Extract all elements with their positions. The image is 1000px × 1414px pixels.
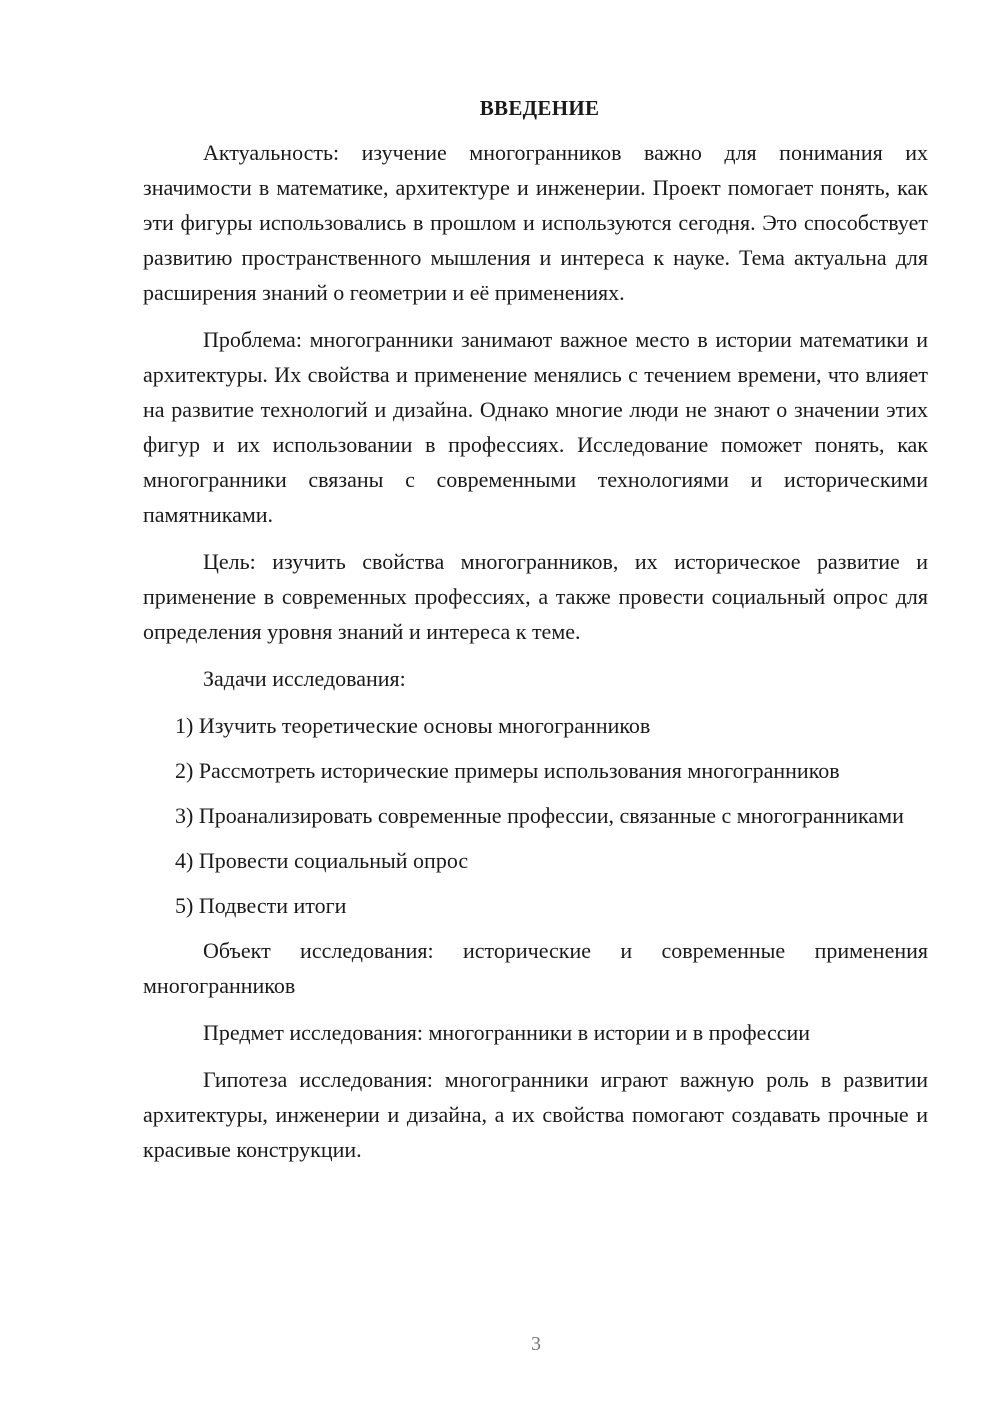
object-paragraph: Объект исследования: исторические и современные применения многогранников [143, 938, 928, 998]
task-item-4: 4) Провести социальный опрос [175, 848, 469, 873]
problem-paragraph: Проблема: многогранники занимают важное место в истории математики и архитектуры. Их свойства и применение менялись с течением времени, что влияет на развитие технологий и дизайна. Однако многие люди не знают о значении этих фигур и их использовании в профессиях. Исследование поможет понять, как многогранники связаны с современными технологиями и историческими памятниками. [143, 327, 928, 527]
hypothesis-paragraph: Гипотеза исследования: многогранники играют важную роль в развитии архитектуры, инженерии и дизайна, а их свойства помогают создавать прочные и красивые конструкции. [143, 1067, 928, 1162]
page-title: ВВЕДЕНИЕ [479, 96, 600, 120]
task-item-5: 5) Подвести итоги [175, 893, 347, 918]
relevance-paragraph: Актуальность: изучение многогранников важно для понимания их значимости в математике, архитектуре и инженерии. Проект помогает понять, как эти фигуры использовались в прошлом и используются сегодня. Это способствует развитию пространственного мышления и интереса к науке. Тема актуальна для расширения знаний о геометрии и её применениях. [143, 140, 928, 305]
task-item-3: 3) Проанализировать современные профессии, связанные с многогранниками [175, 803, 904, 828]
document-body [143, 96, 928, 1179]
task-item-2: 2) Рассмотреть исторические примеры использования многогранников [175, 758, 840, 783]
tasks-heading: Задачи исследования: [203, 666, 406, 691]
subject-paragraph: Предмет исследования: многогранники в истории и в профессии [203, 1020, 811, 1045]
page-number: 3 [531, 1333, 541, 1355]
goal-paragraph: Цель: изучить свойства многогранников, их историческое развитие и применение в современных профессиях, а также провести социальный опрос для определения уровня знаний и интереса к теме. [143, 549, 928, 644]
task-item-1: 1) Изучить теоретические основы многогранников [175, 713, 651, 738]
